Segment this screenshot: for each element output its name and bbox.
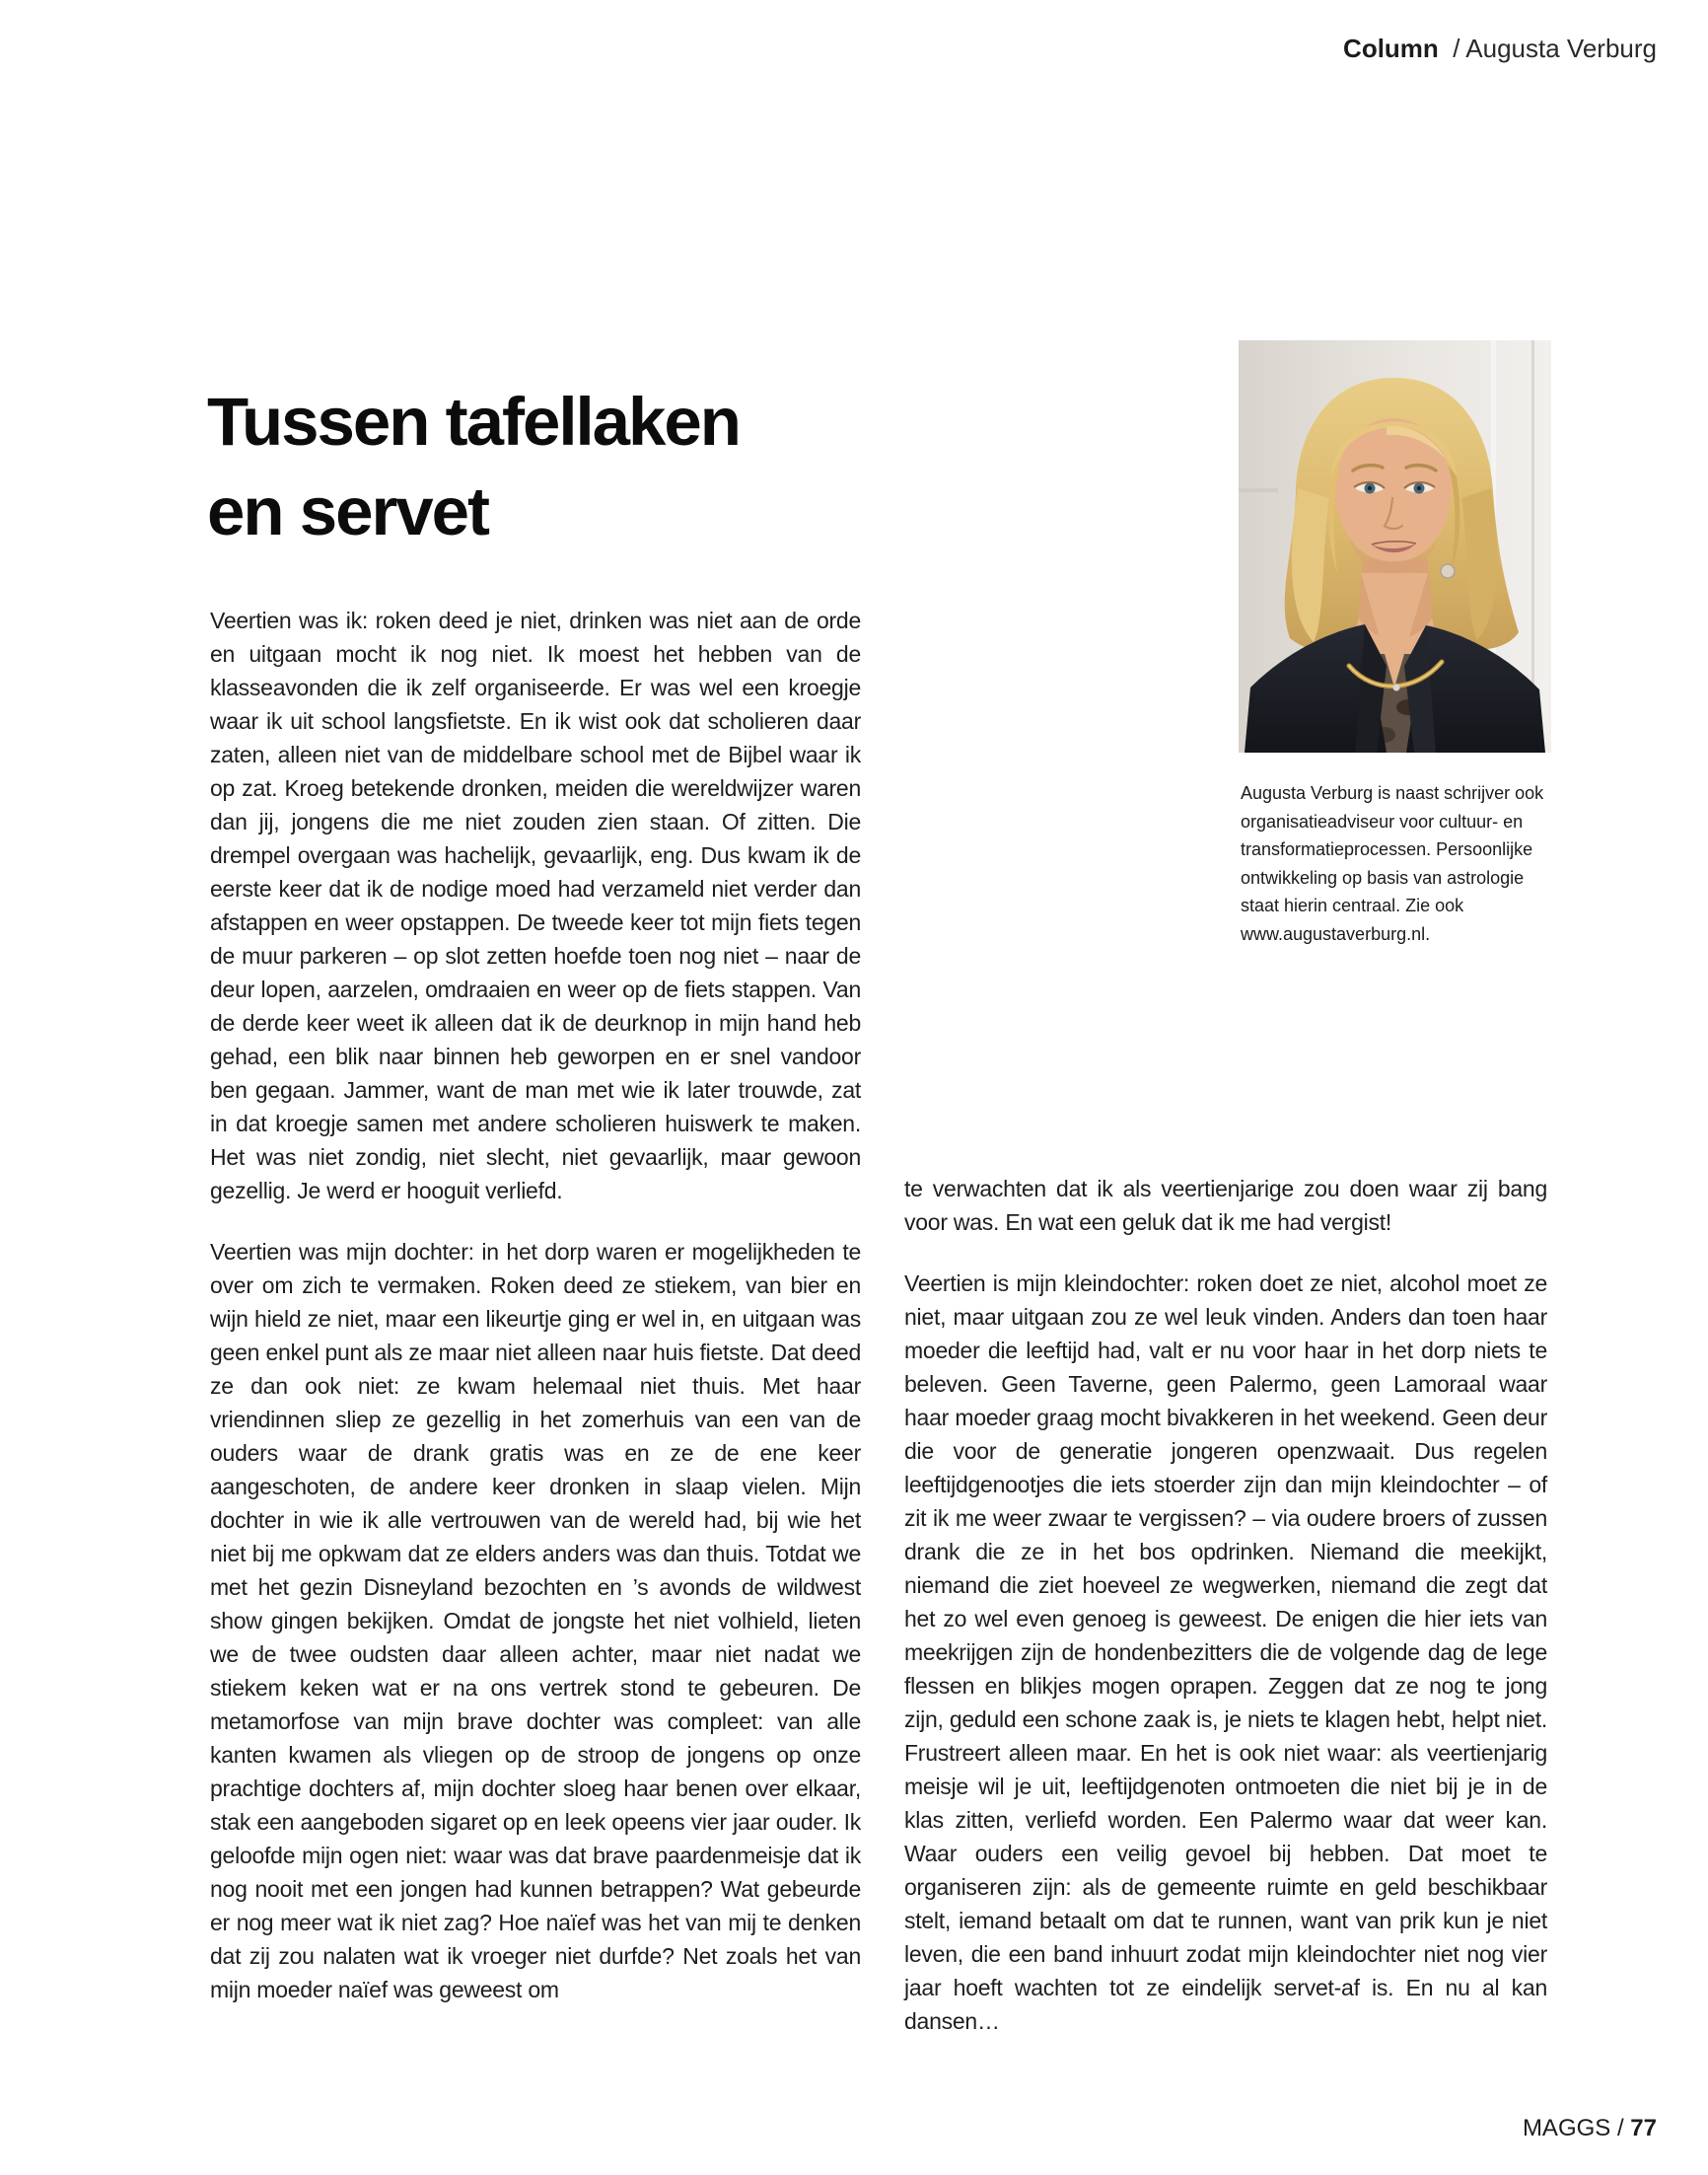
article-title (207, 377, 740, 556)
magazine-name: MAGGS / (1522, 2115, 1624, 2141)
author-portrait-photo (1239, 340, 1551, 753)
photo-caption: Augusta Verburg is naast schrijver ook organisatieadviseur voor cultuur- en transformatieprocessen. Persoonlijke ontwikkeling op basis van astrologie staat hierin centraal. Zie ook www.augustaverburg.nl. (1241, 783, 1544, 944)
paragraph: Veertien is mijn kleindochter: roken doet ze niet, alcohol moet ze niet, maar uitgaan zou ze wel leuk vinden. Anders dan toen haar moeder die leeftijd had, valt er nu voor haar in het dorp niets te beleven. Geen Taverne, geen Palermo, geen Lamoraal waar haar moeder graag mocht bivakkeren in het weekend. Geen deur die voor de generatie jongeren openzwaait. Dus regelen leeftijdgenootjes die iets stoerder zijn dan mijn kleindochter – of zit ik me weer zwaar te vergissen? – via oudere broers of zussen drank die ze in het bos opdrinken. Niemand die meekijkt, niemand die ziet hoeveel ze wegwerken, niemand die zegt dat het zo wel even genoeg is geweest. De enigen die hier iets van meekrijgen zijn de hondenbezitters die de volgende dag de lege flessen en blikjes mogen oprapen. Zeggen dat ze nog te jong zijn, geduld een schone zaak is, je niets te klagen hebt, helpt niet. Frustreert alleen maar. En het is ook niet waar: als veertienjarig meisje wil je uit, leeftijdgenoten ontmoeten die niet bij je in de klas zitten, verliefd worden. Een Palermo waar dat weer kan. Waar ouders een veilig gevoel bij hebben. Dat moet te organiseren zijn: als de gemeente ruimte en geld beschikbaar stelt, iemand betaalt om dat te runnen, want van prik kun je niet leven, die een band inhuurt zodat mijn kleindochter niet nog vier jaar hoeft wachten tot ze eindelijk servet-af is. En nu al kan dansen… (904, 1270, 1547, 2034)
portrait-illustration (1239, 340, 1551, 753)
body-column-left (210, 604, 861, 2006)
page-footer (1523, 2115, 1657, 2142)
paragraph: Veertien was ik: roken deed je niet, drinken was niet aan de orde en uitgaan mocht ik nog niet. Ik moest het hebben van de klasseavonden die ik zelf organiseerde. Er was wel een kroegje waar ik uit school langsfietste. En ik wist ook dat scholieren daar zaten, alleen niet van de middelbare school met de Bijbel waar ik op zat. Kroeg betekende dronken, meiden die wereldwijzer waren dan jij, jongens die me niet zouden zien staan. Of zitten. Die drempel overgaan was hachelijk, gevaarlijk, eng. Dus kwam ik de eerste keer dat ik de nodige moed had verzameld niet verder dan afstappen en weer opstappen. De tweede keer tot mijn fiets tegen de muur parkeren – op slot zetten hoefde toen nog niet – naar de deur lopen, aarzelen, omdraaien en weer op de fiets stappen. Van de derde keer weet ik alleen dat ik de deurknop in mijn hand heb gehad, een blik naar binnen heb geworpen en er snel vandoor ben gegaan. Jammer, want de man met wie ik later trouwde, zat in dat kroegje samen met andere scholieren huiswerk te maken. Het was niet zondig, niet slecht, niet gevaarlijk, maar gewoon gezellig. Je werd er hooguit verliefd. (210, 608, 861, 1203)
page-header (1343, 34, 1657, 64)
column-author-label: / Augusta Verburg (1453, 34, 1657, 63)
title-line-2: en servet (207, 473, 489, 550)
body-column-right (904, 1172, 1547, 2038)
paragraph: Veertien was mijn dochter: in het dorp waren er mogelijkheden te over om zich te vermaken. Roken deed ze stiekem, van bier en wijn hield ze niet, maar een likeurtje ging er wel in, en uitgaan was geen enkel punt als ze maar niet alleen naar huis fietste. Dat deed ze dan ook niet: ze kwam helemaal niet thuis. Met haar vriendinnen sliep ze gezellig in het zomerhuis van een van de ouders waar de drank gratis was en ze de ene keer aangeschoten, de andere keer dronken in slaap vielen. Mijn dochter in wie ik alle vertrouwen van de wereld had, bij wie het niet bij me opkwam dat ze elders anders was dan thuis. Totdat we met het gezin Disneyland bezochten en ’s avonds de wildwest show gingen bekijken. Omdat de jongste het niet volhield, lieten we de twee oudsten daar alleen achter, maar niet nadat we stiekem keken wat er na ons vertrek stond te gebeuren. De metamorfose van mijn brave dochter was compleet: van alle kanten kwamen als vliegen op de stroop de jongens op onze prachtige dochters af, mijn dochter sloeg haar benen over elkaar, stak een aangeboden sigaret op en leek opeens vier jaar ouder. Ik geloofde mijn ogen niet: waar was dat brave paardenmeisje dat ik nog nooit met een jongen had kunnen betrappen? Wat gebeurde er nog meer wat ik niet zag? Hoe naïef was het van mij te denken dat zij zou nalaten wat ik vroeger niet durfde? Net zoals het van mijn moeder naïef was geweest om (210, 1239, 861, 2002)
column-section-label: Column (1343, 34, 1439, 63)
page-number: 77 (1630, 2115, 1657, 2141)
paragraph: te verwachten dat ik als veertienjarige zou doen waar zij bang voor was. En wat een geluk dat ik me had vergist! (904, 1176, 1547, 1235)
title-line-1: Tussen tafellaken (207, 384, 740, 461)
